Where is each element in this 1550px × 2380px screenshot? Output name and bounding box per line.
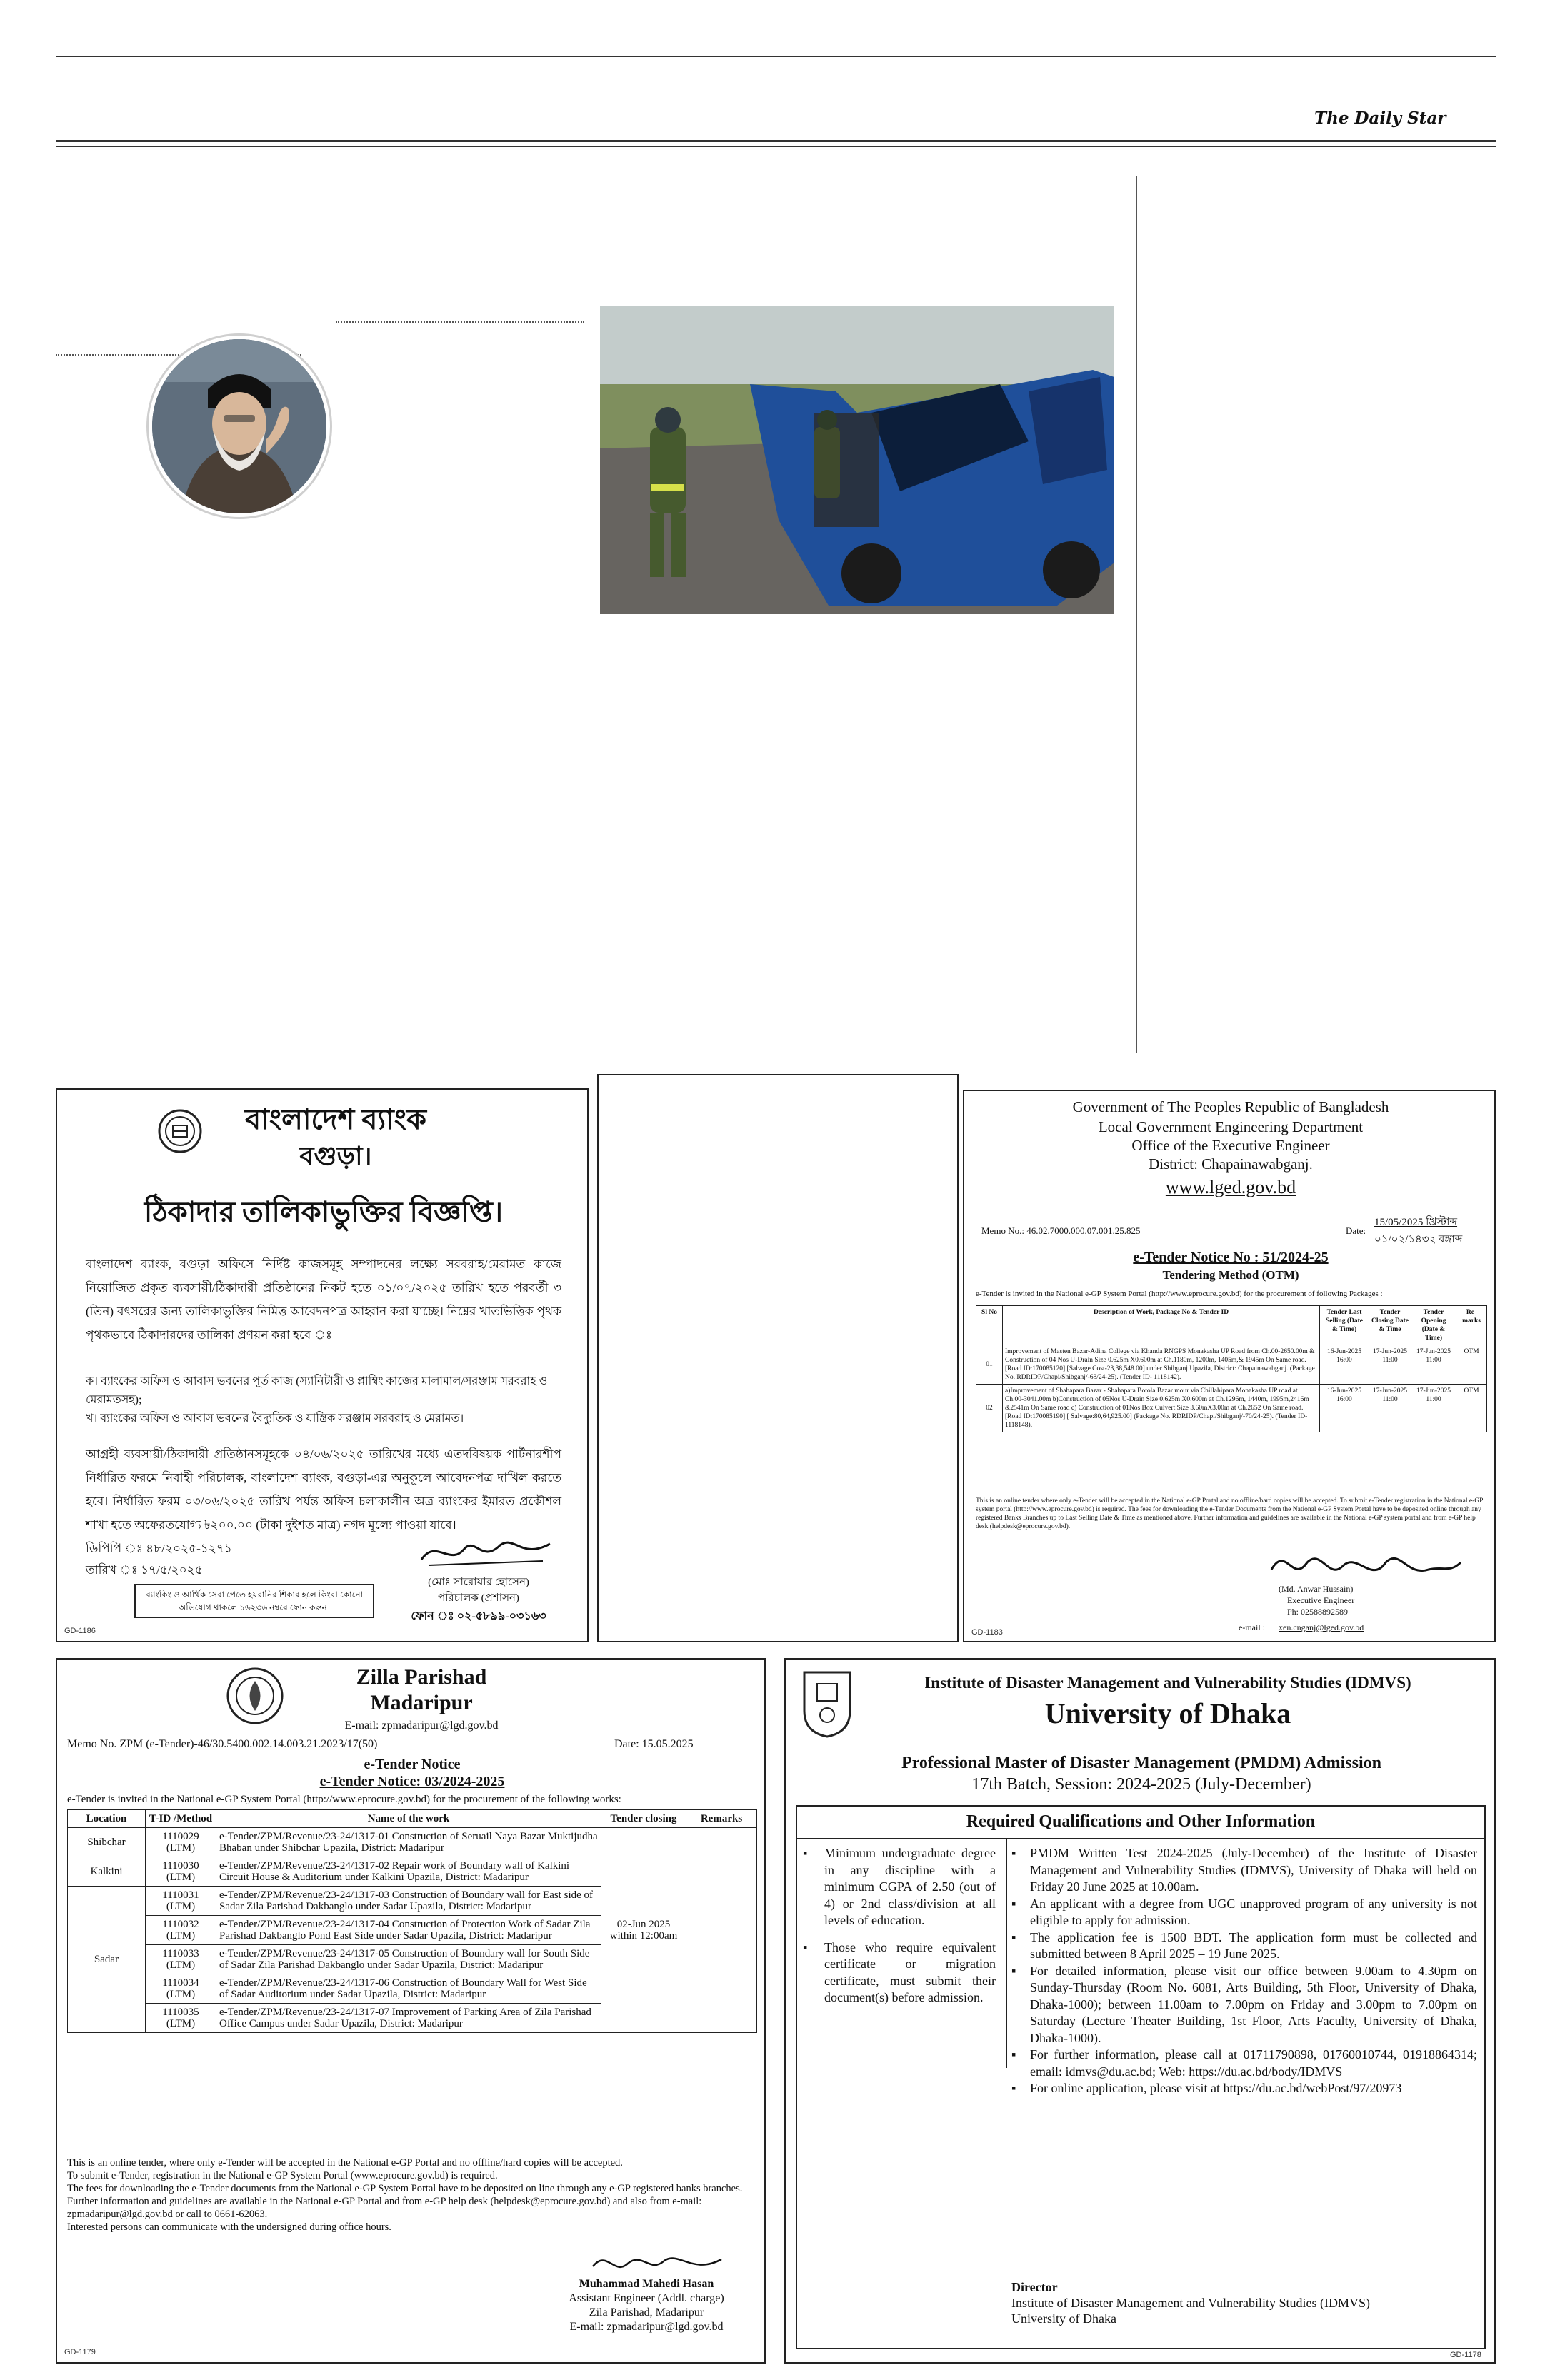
du-right-text: PMDM Written Test 2024-2025 (July-December) of the Institute of Disaster Management and Vulnerability Studies (IDMVS), University of Dhaka will held on Friday 20 June 2025 at 10.00am.	[1030, 1846, 1477, 1894]
zilla-th-remarks: Remarks	[686, 1810, 757, 1828]
wrecked-van-image	[600, 306, 1114, 614]
ad-zilla-parishad	[56, 1658, 766, 2364]
lged-method: Tendering Method (OTM)	[1162, 1268, 1299, 1282]
lged-th-desc: Description of Work, Package No & Tender ID	[1003, 1306, 1320, 1345]
table-row	[68, 1828, 757, 1857]
du-batch: 17th Batch, Session: 2024-2025 (July-December)	[971, 1775, 1311, 1794]
zilla-sig-email[interactable]: E-mail: zpmadaripur@lgd.gov.bd	[569, 2321, 724, 2333]
bullet-icon: ▪	[1011, 1963, 1016, 1978]
du-program: Professional Master of Disaster Management (PMDM) Admission	[901, 1754, 1381, 1772]
zilla-gd-code: GD-1179	[64, 2348, 96, 2356]
zilla-work: e-Tender/ZPM/Revenue/23-24/1317-03 Construction of Boundary wall for East side of Sadar Zila Parishad Dakbanglo under Sadar Upazila, District: Madaripur	[216, 1887, 601, 1916]
du-director: Director	[1011, 2280, 1058, 2294]
lged-sl: 01	[976, 1345, 1003, 1385]
lged-th-close: Tender Closing Date & Time	[1369, 1306, 1411, 1345]
du-right-item	[1011, 1963, 1477, 2047]
table-row	[976, 1345, 1487, 1385]
zilla-th-tid: T-ID /Method	[146, 1810, 216, 1828]
lged-desc: Improvement of Masten Bazar-Adina College via Khanda RNGPS Monakasha UP Road from Ch.00-2650.00m & Construction of 04 Nos U-Drain Size 0.625m X0.600m at Ch.1180m, 1200m, 1405m,& 1945m On Same road.[Road ID:170085120] [Salvage Cost-23,38,548.00] under Shibganj Upazila, District: Chapainawabganj. (Package No. RDRIDP/Chapi/Shibganj/-68/24-25). (Tender ID- 1118142).	[1003, 1345, 1320, 1385]
zilla-title: Zilla Parishad	[356, 1665, 487, 1689]
lged-gd-code: GD-1183	[971, 1628, 1003, 1637]
bullet-icon: ▪	[1011, 1896, 1016, 1911]
zilla-tid: 1110034 (LTM)	[146, 1974, 216, 2004]
zilla-th-location: Location	[68, 1810, 146, 1828]
du-right-text: For further information, please call at 01711790898, 01760010744, 01918864314; email: idmvs@du.ac.bd; Web: https://du.ac.bd/body/IDMVS	[1030, 2047, 1477, 2079]
portrait-image	[152, 339, 326, 513]
lged-open: 17-Jun-2025 11:00	[1411, 1345, 1456, 1385]
du-right-text: An applicant with a degree from UGC unapproved program of any university is not eligible to apply for admission.	[1030, 1896, 1477, 1927]
ad-du-idmvs	[784, 1658, 1496, 2364]
zilla-work: e-Tender/ZPM/Revenue/23-24/1317-06 Construction of Boundary Wall for West Side of Sadar Auditorium under Sadar Upazila, District: Madaripur	[216, 1974, 601, 2004]
bank-note: ব্যাংকিং ও আর্থিক সেবা পেতে হয়রানির শিকার হলে কিংবা কোনো অভিযোগ থাকলে ১৬২৩৬ নম্বরে ফোন করুন।	[134, 1584, 374, 1618]
zilla-table-header	[68, 1810, 757, 1828]
bank-para-1: বাংলাদেশ ব্যাংক, বগুড়া অফিসে নির্দিষ্ট কাজসমূহ সম্পাদনের লক্ষ্যে সরবরাহ/মেরামত কাজে নিয়োজিত প্রকৃত ব্যবসায়ী/ঠিকাদারী প্রতিষ্ঠানের নিকট হতে ০১/০৭/২০২৫ তারিখ হতে পরবর্তী ৩ (তিন) বৎসরের জন্য তালিকাভুক্তির নিমিত্ত আবেদনপত্র আহ্বান করা যাচ্ছে। নিম্নের খাতভিত্তিক পৃথক পৃথকভাবে ঠিকাদারদের তালিকা প্রণয়ন করা হবে ঃ	[86, 1257, 561, 1342]
zilla-closing: 02-Jun 2025 within 12:00am	[601, 1828, 686, 2033]
bank-dipi: ডিপিপি ঃ ৪৮/২০২৫-১২৭১	[86, 1542, 232, 1555]
lged-th-remarks: Re-marks	[1456, 1306, 1487, 1345]
du-left-col	[803, 1845, 996, 2007]
lged-sig-title: Executive Engineer	[1287, 1595, 1355, 1605]
dotted-rule-mid	[336, 321, 584, 323]
du-crest-icon	[801, 1669, 853, 1738]
portrait-avatar	[149, 336, 330, 517]
du-director-block	[1011, 2279, 1477, 2326]
du-section-title: Required Qualifications and Other Information	[966, 1812, 1316, 1831]
bank-signature	[414, 1531, 557, 1574]
lged-close: 17-Jun-2025 11:00	[1369, 1345, 1411, 1385]
bank-item-kha: খ। ব্যাংকের অফিস ও আবাস ভবনের বৈদ্যুতিক ও যান্ত্রিক সরঞ্জাম সরবরাহ ও মেরামত।	[86, 1412, 464, 1425]
zilla-location: Sadar	[68, 1887, 146, 2033]
zilla-tid: 1110032 (LTM)	[146, 1916, 216, 1945]
blank-ad-space	[597, 1074, 959, 1642]
bank-signatory-name: (মোঃ সারোয়ার হোসেন)	[428, 1577, 529, 1588]
lged-remark: OTM	[1456, 1345, 1487, 1385]
lged-sl: 02	[976, 1385, 1003, 1432]
du-section-rule	[797, 1838, 1484, 1839]
du-right-text: For detailed information, please visit our office between 9.00am to 4.30pm on Sunday-Thursday (Room No. 6081, Arts Building, 5th Floor, University of Dhaka, Dhaka-1000); between 11.00am to 7.00pm on Friday and 3.00pm to 7.00pm on Saturday (Lecture Theater Building, 1st Floor, Arts Faculty, University of Dhaka, Dhaka-1000).	[1030, 1963, 1477, 2045]
table-row	[976, 1385, 1487, 1432]
bank-title: বাংলাদেশ ব্যাংক	[245, 1103, 426, 1135]
du-left-item	[803, 1939, 996, 2007]
bank-item-ka: ক। ব্যাংকের অফিস ও আবাস ভবনের পূর্ত কাজ (স্যানিটারী ও প্লাম্বিং কাজের মালামাল/সরঞ্জাম সরবরাহ ও মেরামতসহ);	[86, 1375, 548, 1406]
du-right-text: The application fee is 1500 BDT. The application form must be collected and submitted between 8 April 2025 – 19 June 2025.	[1030, 1929, 1477, 1961]
zilla-work: e-Tender/ZPM/Revenue/23-24/1317-04 Construction of Protection Work of Sadar Zila Parishad Dakbanglo Pond East Side under Sadar Upazila, District: Madaripur	[216, 1916, 601, 1945]
lged-website[interactable]: www.lged.gov.bd	[1165, 1177, 1296, 1197]
zilla-notice-no: e-Tender Notice: 03/2024-2025	[319, 1774, 505, 1789]
zilla-memo: Memo No. ZPM (e-Tender)-46/30.5400.002.14.003.21.2023/17(50)	[67, 1738, 378, 1750]
zilla-tid: 1110029 (LTM)	[146, 1828, 216, 1857]
zilla-tid: 1110033 (LTM)	[146, 1945, 216, 1974]
du-director-uni: University of Dhaka	[1011, 2311, 1116, 2326]
zilla-footer-3: The fees for downloading the e-Tender documents from the National e-GP System Portal have to be deposited on line through any e-GP registered banks branches.	[67, 2183, 743, 2194]
zilla-sig-title: Assistant Engineer (Addl. charge)	[569, 2292, 724, 2304]
bank-gd-code: GD-1186	[64, 1627, 96, 1635]
zilla-tender-table	[67, 1809, 757, 2033]
zilla-footer-1: This is an online tender, where only e-Tender will be accepted in the National e-GP Portal and no offline/hard copies will be accepted.	[67, 2157, 623, 2169]
zilla-footer	[67, 2156, 757, 2234]
zilla-location: Shibchar	[68, 1828, 146, 1857]
du-left-text: Minimum undergraduate degree in any discipline with a minimum CGPA of 2.50 (out of 4) or 2nd class/division at all levels of education.	[824, 1846, 996, 1927]
zilla-work: e-Tender/ZPM/Revenue/23-24/1317-05 Construction of Boundary wall for South Side of Sadar Zila Parishad Dakbanglo under Sadar Upazila, District: Madaripur	[216, 1945, 601, 1974]
zilla-subtitle: Madaripur	[370, 1691, 473, 1714]
du-left-text: Those who require equivalent certificate or migration certificate, must submit their document(s) before admission.	[824, 1939, 996, 2004]
lged-org-2: Local Government Engineering Department	[1098, 1118, 1364, 1135]
masthead-rule-1	[56, 140, 1496, 142]
bank-subtitle: বগুড়া।	[299, 1142, 372, 1170]
lged-footer: This is an online tender where only e-Tender will be accepted in the National e-GP Portal and no offline/hard copies will be accepted. To submit e-Tender registration in the National e-GP system portal (http://www.eprocure.gov.bd) is required. The fees for downloading the e-Tender Documents from the National e-GP System Portal have to be deposited online through any registered Banks Branches up to Last Selling Date & Time as mentioned above. Further information and guidelines are available in the National e-GP system portal and from e-GP help desk (helpdesk@eprocure.gov.bd).	[976, 1497, 1484, 1530]
bullet-icon: ▪	[803, 1939, 808, 1954]
bullet-icon: ▪	[1011, 2047, 1016, 2062]
zilla-tid: 1110031 (LTM)	[146, 1887, 216, 1916]
lged-org-1: Government of The Peoples Republic of Bangladesh	[1072, 1098, 1389, 1115]
ad-bangladesh-bank	[56, 1088, 589, 1642]
bullet-icon: ▪	[1011, 1929, 1016, 1944]
zilla-tid: 1110035 (LTM)	[146, 2004, 216, 2033]
lged-intro: e-Tender is invited in the National e-GP System Portal (http://www.eprocure.gov.bd) for the procurement of following Packages :	[976, 1290, 1383, 1298]
du-info-panel	[796, 1805, 1486, 2349]
bullet-icon: ▪	[1011, 2081, 1016, 2095]
zilla-work: e-Tender/ZPM/Revenue/23-24/1317-02 Repair work of Boundary wall of Kalkini Circuit House & Auditorium under Kalkini Upazila, District: Madaripur	[216, 1857, 601, 1887]
lged-open: 17-Jun-2025 11:00	[1411, 1385, 1456, 1432]
zilla-signature	[586, 2245, 729, 2281]
lged-date-bn: ০১/০২/১৪৩২ বঙ্গাব্দ	[1374, 1234, 1463, 1245]
du-left-item	[803, 1845, 996, 1929]
du-director-org: Institute of Disaster Management and Vulnerability Studies (IDMVS)	[1011, 2296, 1370, 2310]
bullet-icon: ▪	[803, 1846, 808, 1860]
lged-memo: Memo No.: 46.02.7000.000.07.001.25.825	[981, 1225, 1141, 1236]
du-right-col	[1011, 1845, 1477, 2097]
zilla-work: e-Tender/ZPM/Revenue/23-24/1317-07 Improvement of Parking Area of Zila Parishad Office Campus under Sadar Upazila, District: Madaripur	[216, 2004, 601, 2033]
zilla-footer-2: To submit e-Tender, registration in the National e-GP System Portal (www.eprocure.gov.bd) is required.	[67, 2170, 498, 2181]
zilla-th-closing: Tender closing	[601, 1810, 686, 1828]
lged-email-label: e-mail :	[1239, 1622, 1265, 1632]
lged-org-3: Office of the Executive Engineer	[1131, 1137, 1330, 1154]
lged-th-sl: Sl No	[976, 1306, 1003, 1345]
lged-signatory: (Md. Anwar Hussain)	[1279, 1584, 1354, 1594]
du-right-item	[1011, 1896, 1477, 1929]
lged-date-label: Date:	[1346, 1225, 1366, 1236]
du-university: University of Dhaka	[1044, 1697, 1291, 1729]
lged-sell: 16-Jun-2025 16:00	[1320, 1345, 1369, 1385]
masthead-rule-2	[56, 146, 1496, 147]
zilla-footer-5: Interested persons can communicate with the undersigned during office hours.	[67, 2221, 391, 2233]
news-photo	[600, 306, 1114, 614]
du-institute: Institute of Disaster Management and Vulnerability Studies (IDMVS)	[924, 1674, 1411, 1692]
bank-phone: ফোন ঃ ০২-৫৮৯৯-০৩১৬৩	[411, 1610, 546, 1622]
du-column-rule	[1006, 1838, 1007, 2068]
lged-email[interactable]: xen.cnganj@lged.gov.bd	[1279, 1622, 1364, 1632]
lged-th-sell: Tender Last Selling (Date & Time)	[1320, 1306, 1369, 1345]
column-divider	[1136, 176, 1137, 1053]
bank-para-2: আগ্রহী ব্যবসায়ী/ঠিকাদারী প্রতিষ্ঠানসমূহকে ০৪/০৬/২০২৫ তারিখের মধ্যে এতদবিষয়ক পার্টনারশীপ নির্ধারিত ফরমে নিবাহী পরিচালক, বাংলাদেশ ব্যাংক, বগুড়া-এর অনুকূলে আবেদনপত্র দাখিল করতে হবে। নির্ধারিত ফরম ০৩/০৬/২০২৫ তারিখ পর্যন্ত অফিস চলাকালীন অত্র ব্যাংকের ইমারত প্রকৌশল শাখা হতে অফেরতযোগ্য ৳২০০.০০ (টাকা দুইশত মাত্র) নগদ মূল্যে পাওয়া যাবে।	[86, 1447, 561, 1532]
lged-date-en: 15/05/2025 খ্রিস্টাব্দ	[1374, 1217, 1458, 1228]
bank-heading: ঠিকাদার তালিকাভুক্তির বিজ্ঞপ্তি।	[144, 1196, 504, 1228]
zilla-work: e-Tender/ZPM/Revenue/23-24/1317-01 Construction of Seruail Naya Bazar Muktijudha Bhaban under Shibchar Upazila, District: Madaripur	[216, 1828, 601, 1857]
lged-close: 17-Jun-2025 11:00	[1369, 1385, 1411, 1432]
lged-tender-table	[976, 1305, 1487, 1432]
du-gd-code: GD-1178	[1450, 2351, 1481, 2359]
du-right-item	[1011, 1929, 1477, 1963]
lged-sig-phone: Ph: 02588892589	[1287, 1607, 1349, 1617]
bank-date: তারিখ ঃ ১৭/৫/২০২৫	[86, 1563, 203, 1577]
du-right-item	[1011, 2047, 1477, 2080]
lged-remark: OTM	[1456, 1385, 1487, 1432]
zilla-footer-4: Further information and guidelines are available in the National e-GP Portal and from e-GP help desk (helpdesk@eprocure.gov.bd) and also from e-mail: zpmadaripur@lgd.gov.bd or call to 0661-62063.	[67, 2196, 702, 2220]
lged-th-open: Tender Opening (Date & Time)	[1411, 1306, 1456, 1345]
zilla-sig-org: Zila Parishad, Madaripur	[589, 2306, 704, 2319]
lged-desc: a)Improvement of Shahapara Bazar - Shahapara Botola Bazar mour via Chillahipara Monakasha UP road at Ch.00-3041.00m b)Construction of 05Nos U-Drain Size 0.625m X0.600m at Ch.1296m, 1440m, 1995m,2416m &2541m On Same road c) Construction of 01Nos Box Culvert Size 3.60mX3.00m at Ch.2652 On Same road. [Road ID:170085190] [ Salvage:80,64,925.00] (Package No. RDRIDP/Chapi/Shibganj/-70/24-25). (Tender ID- 1118148).	[1003, 1385, 1320, 1432]
du-right-item	[1011, 1845, 1477, 1896]
zilla-date: Date: 15.05.2025	[614, 1738, 694, 1750]
masthead-logo: The Daily Star	[1314, 109, 1446, 128]
zilla-remarks	[686, 1828, 757, 2033]
zilla-email-line: E-mail: zpmadaripur@lgd.gov.bd	[344, 1719, 499, 1732]
du-right-item	[1011, 2080, 1477, 2097]
zilla-sig-name: Muhammad Mahedi Hasan	[579, 2278, 714, 2290]
du-right-text: For online application, please visit at https://du.ac.bd/webPost/97/20973	[1030, 2081, 1402, 2095]
zilla-tid: 1110030 (LTM)	[146, 1857, 216, 1887]
zilla-intro: e-Tender is invited in the National e-GP System Portal (http://www.eprocure.gov.bd) for the procurement of the following works:	[67, 1794, 621, 1805]
ad-lged	[963, 1090, 1496, 1642]
lged-org-4: District: Chapainawabganj.	[1149, 1155, 1313, 1173]
zilla-notice: e-Tender Notice	[364, 1757, 461, 1772]
zilla-th-work: Name of the work	[216, 1810, 601, 1828]
lged-sell: 16-Jun-2025 16:00	[1320, 1385, 1369, 1432]
top-rule	[56, 56, 1496, 57]
zilla-location: Kalkini	[68, 1857, 146, 1887]
bank-signatory-title: পরিচালক (প্রশাসন)	[438, 1592, 519, 1604]
bullet-icon: ▪	[1011, 1846, 1016, 1860]
lged-table-header	[976, 1306, 1487, 1345]
lged-notice-title: e-Tender Notice No : 51/2024-25	[1133, 1250, 1329, 1265]
